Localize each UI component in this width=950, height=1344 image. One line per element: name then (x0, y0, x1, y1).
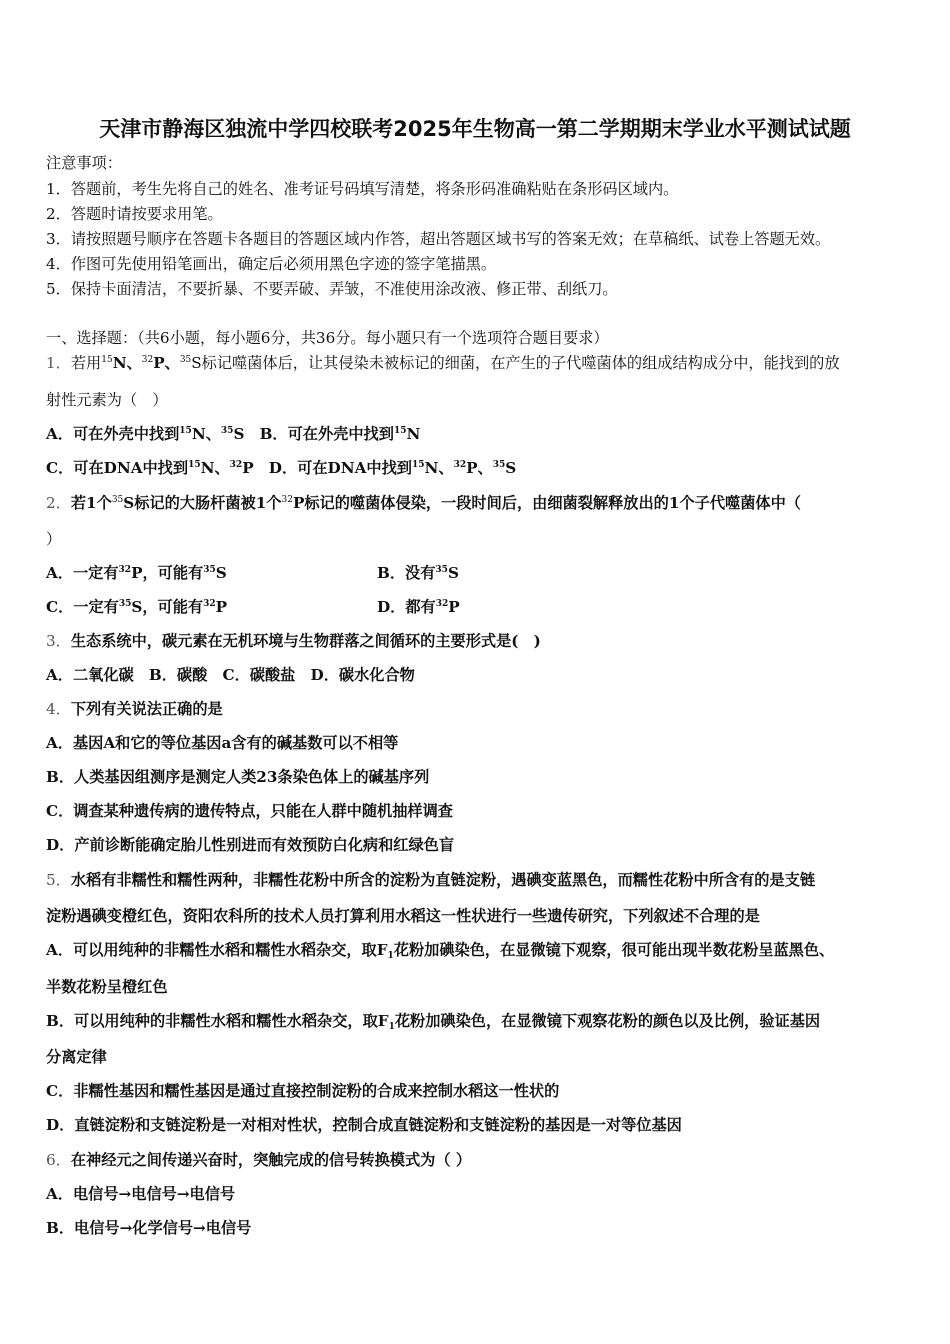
question-5-option-a (46, 939, 834, 960)
sup: 15 (411, 460, 425, 470)
section-heading: 一、选择题：（共6小题，每小题6分，共36分。每小题只有一个选项符合题目要求） (46, 329, 609, 347)
opt-text: B．可以用纯种的非糯性水稻和糯性水稻杂交，取F (46, 1012, 389, 1030)
notice-heading: 注意事项： (46, 154, 122, 172)
opt-text: N (406, 425, 421, 443)
opt-text: C．一定有 (46, 598, 119, 616)
opt-text: P D．可在DNA中找到 (242, 459, 412, 477)
page-title: 天津市静海区独流中学四校联考2025年生物高一第二学期期末学业水平测试试题 (99, 117, 851, 141)
question-5-option-b (46, 1010, 820, 1031)
opt-text: A．可在外壳中找到 (46, 425, 180, 443)
question-3-stem (46, 630, 541, 651)
q3-text: 生态系统中，碳元素在无机环境与生物群落之间循环的主要形式是( ) (70, 632, 541, 650)
question-5-option-a-cont: 半数花粉呈橙红色 (46, 978, 168, 996)
opt-text: S，可能有 (131, 598, 204, 616)
question-1-options-cd (46, 457, 516, 478)
question-number: 2． (46, 494, 71, 512)
opt-text: S (447, 564, 459, 582)
opt-text: D．都有 (377, 598, 436, 616)
q2-text: 若1个 (70, 494, 112, 512)
question-4-option-a: A．基因A和它的等位基因a含有的碱基数可以不相等 (46, 734, 399, 752)
sub: 1 (388, 1022, 395, 1032)
opt-text: P (215, 598, 228, 616)
q4-text: 下列有关说法正确的是 (70, 700, 223, 718)
question-1-stem (46, 352, 840, 373)
q1-text: N、 (112, 354, 142, 372)
question-1-options-ab (46, 423, 420, 444)
opt-text: S (505, 459, 517, 477)
sup: 35 (203, 565, 216, 575)
opt-text: N、 (200, 459, 230, 477)
opt-text: C．可在DNA中找到 (46, 459, 189, 477)
q1-text: P、 (153, 354, 180, 372)
opt-text: 花粉加碘染色，在显微镜下观察花粉的颜色以及比例，验证基因 (394, 1012, 821, 1030)
q2-text: S标记的大肠杆菌被1个 (123, 494, 282, 512)
notice-item: 1．答题前，考生先将自己的姓名、准考证号码填写清楚，将条形码准确粘贴在条形码区域内。 (46, 180, 679, 198)
q5-text: 水稻有非糯性和糯性两种，非糯性花粉中所含的淀粉为直链淀粉，遇碘变蓝黑色，而糯性花粉中所含有的是支链 (70, 871, 816, 889)
opt-text: 花粉加碘染色，在显微镜下观察，很可能出现半数花粉呈蓝黑色、 (393, 941, 835, 959)
question-number: 4． (46, 700, 71, 718)
sup: 35 (179, 355, 192, 365)
sup: 15 (101, 355, 113, 365)
q1-text: 若用 (70, 354, 102, 372)
question-4-option-c: C．调查某种遗传病的遗传特点，只能在人群中随机抽样调查 (46, 802, 453, 820)
opt-text: A．一定有 (46, 564, 119, 582)
sup: 35 (435, 565, 448, 575)
opt-text: S B．可在外壳中找到 (233, 425, 394, 443)
question-2-stem-cont: ） (46, 530, 62, 548)
sup: 32 (203, 599, 216, 609)
sup: 15 (179, 426, 192, 436)
sup: 15 (393, 426, 407, 436)
question-2-option-a (46, 562, 227, 583)
sub: 1 (387, 951, 394, 961)
notice-item: 2．答题时请按要求用笔。 (46, 205, 223, 223)
notice-item: 4．作图可先使用铅笔画出，确定后必须用黑色字迹的签字笔描黑。 (46, 255, 497, 273)
question-number: 6． (46, 1151, 71, 1169)
question-5-option-d: D．直链淀粉和支链淀粉是一对相对性状，控制合成直链淀粉和支链淀粉的基因是一对等位基因 (46, 1116, 682, 1134)
question-2-option-d (377, 596, 460, 617)
question-6-stem (46, 1149, 471, 1170)
question-4-option-d: D．产前诊断能确定胎儿性别进而有效预防白化病和红绿色盲 (46, 836, 455, 854)
question-number: 3． (46, 632, 71, 650)
sup: 32 (118, 565, 132, 575)
sup: 32 (453, 460, 467, 470)
sup: 32 (229, 460, 243, 470)
opt-text: N、 (424, 459, 454, 477)
question-4-option-b: B．人类基因组测序是测定人类23条染色体上的碱基序列 (46, 768, 430, 786)
question-3-options: A．二氧化碳 B．碳酸 C．碳酸盐 D．碳水化合物 (46, 666, 415, 684)
sup: 35 (118, 599, 132, 609)
question-6-option-b: B．电信号→化学信号→电信号 (46, 1219, 252, 1237)
opt-text: S (215, 564, 227, 582)
question-2-option-b (377, 562, 459, 583)
question-2-stem (46, 492, 801, 513)
question-5-stem-cont: 淀粉遇碘变橙红色，资阳农科所的技术人员打算利用水稻这一性状进行一些遗传研究，下列叙述不合理的是 (46, 907, 760, 925)
opt-text: P (448, 598, 460, 616)
question-number: 5． (46, 871, 71, 889)
question-1-stem-cont: 射性元素为（ ） (46, 391, 168, 409)
sup: 32 (281, 495, 293, 505)
sup: 32 (141, 355, 154, 365)
q6-text: 在神经元之间传递兴奋时，突触完成的信号转换模式为（ ） (70, 1151, 472, 1169)
opt-text: A．可以用纯种的非糯性水稻和糯性水稻杂交，取F (46, 941, 388, 959)
question-4-stem (46, 698, 223, 719)
q2-text: P标记的噬菌体侵染，一段时间后，由细菌裂解释放出的1个子代噬菌体中（ (292, 494, 801, 512)
sup: 35 (220, 426, 234, 436)
question-6-option-a: A．电信号→电信号→电信号 (46, 1185, 236, 1203)
opt-text: P，可能有 (131, 564, 204, 582)
opt-text: N、 (191, 425, 221, 443)
question-2-option-c (46, 596, 227, 617)
question-5-option-b-cont: 分离定律 (46, 1048, 107, 1066)
opt-text: B．没有 (377, 564, 436, 582)
sup: 32 (435, 599, 449, 609)
question-5-stem (46, 869, 815, 890)
question-5-option-c: C．非糯性基因和糯性基因是通过直接控制淀粉的合成来控制水稻这一性状的 (46, 1082, 560, 1100)
notice-item: 3．请按照题号顺序在答题卡各题目的答题区域内作答，超出答题区域书写的答案无效；在草稿纸、试卷上答题无效。 (46, 230, 831, 248)
sup: 35 (492, 460, 506, 470)
q1-text: S标记噬菌体后，让其侵染未被标记的细菌，在产生的子代噬菌体的组成结构成分中，能找到的放 (191, 354, 840, 372)
question-number: 1． (46, 354, 71, 372)
opt-text: P、 (466, 459, 493, 477)
notice-item: 5．保持卡面清洁，不要折暴、不要弄破、弄皱，不准使用涂改液、修正带、刮纸刀。 (46, 280, 618, 298)
sup: 15 (188, 460, 201, 470)
sup: 35 (111, 495, 124, 505)
